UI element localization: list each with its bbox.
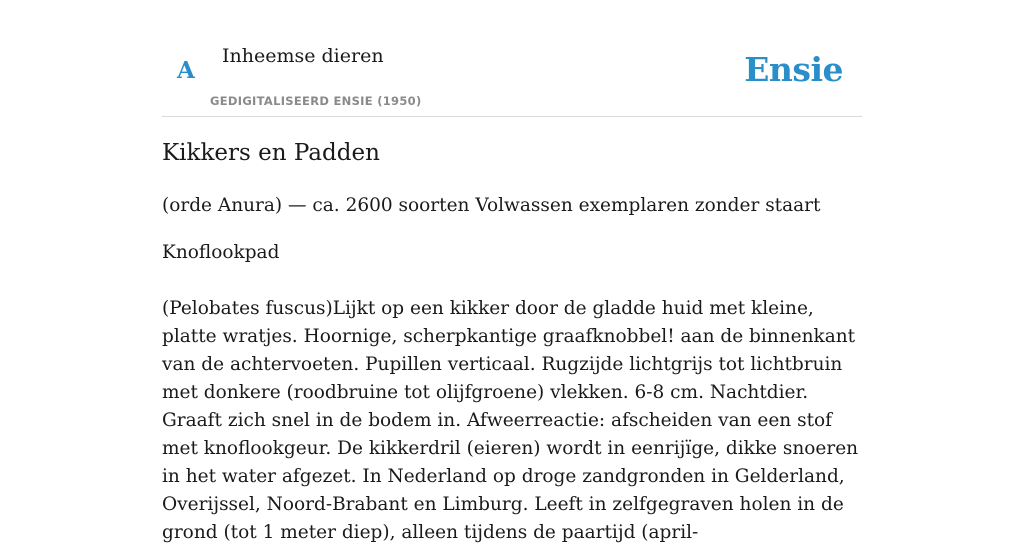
ensie-logo[interactable]: Ensie <box>744 50 843 89</box>
article-page <box>162 0 862 543</box>
species-name: Knoflookpad <box>162 242 280 263</box>
entry-subheading: (orde Anura) — ca. 2600 soorten Volwassen exemplaren zonder staart <box>162 195 821 216</box>
letter-index-link[interactable]: A <box>177 57 195 84</box>
entry-heading: Kikkers en Padden <box>162 140 380 166</box>
article-title: Inheemse dieren <box>222 45 384 67</box>
source-label: GEDIGITALISEERD ENSIE (1950) <box>210 94 422 108</box>
article-header <box>162 0 862 117</box>
entry-body-text: (Pelobates fuscus)Lijkt op een kikker door de gladde huid met kleine, platte wratjes. Hoornige, scherpkantige graafknobbel! aan de binnenkant van de achtervoeten. Pupillen verticaal. Rugzijde lichtgrijs tot lichtbruin met donkere (roodbruine tot olijfgroene) vlekken. 6-8 cm. Nachtdier. Graaft zich snel in de bodem in. Afweerreactie: afscheiden van een stof met knoflookgeur. De kikkerdril (eieren) wordt in eenrijïge, dikke snoeren in het water afgezet. In Nederland op droge zandgronden in Gelderland, Overijssel, Noord-Brabant en Limburg. Leeft in zelfgegraven holen in de grond (tot 1 meter diep), alleen tijdens de paartijd (april- <box>162 298 859 543</box>
